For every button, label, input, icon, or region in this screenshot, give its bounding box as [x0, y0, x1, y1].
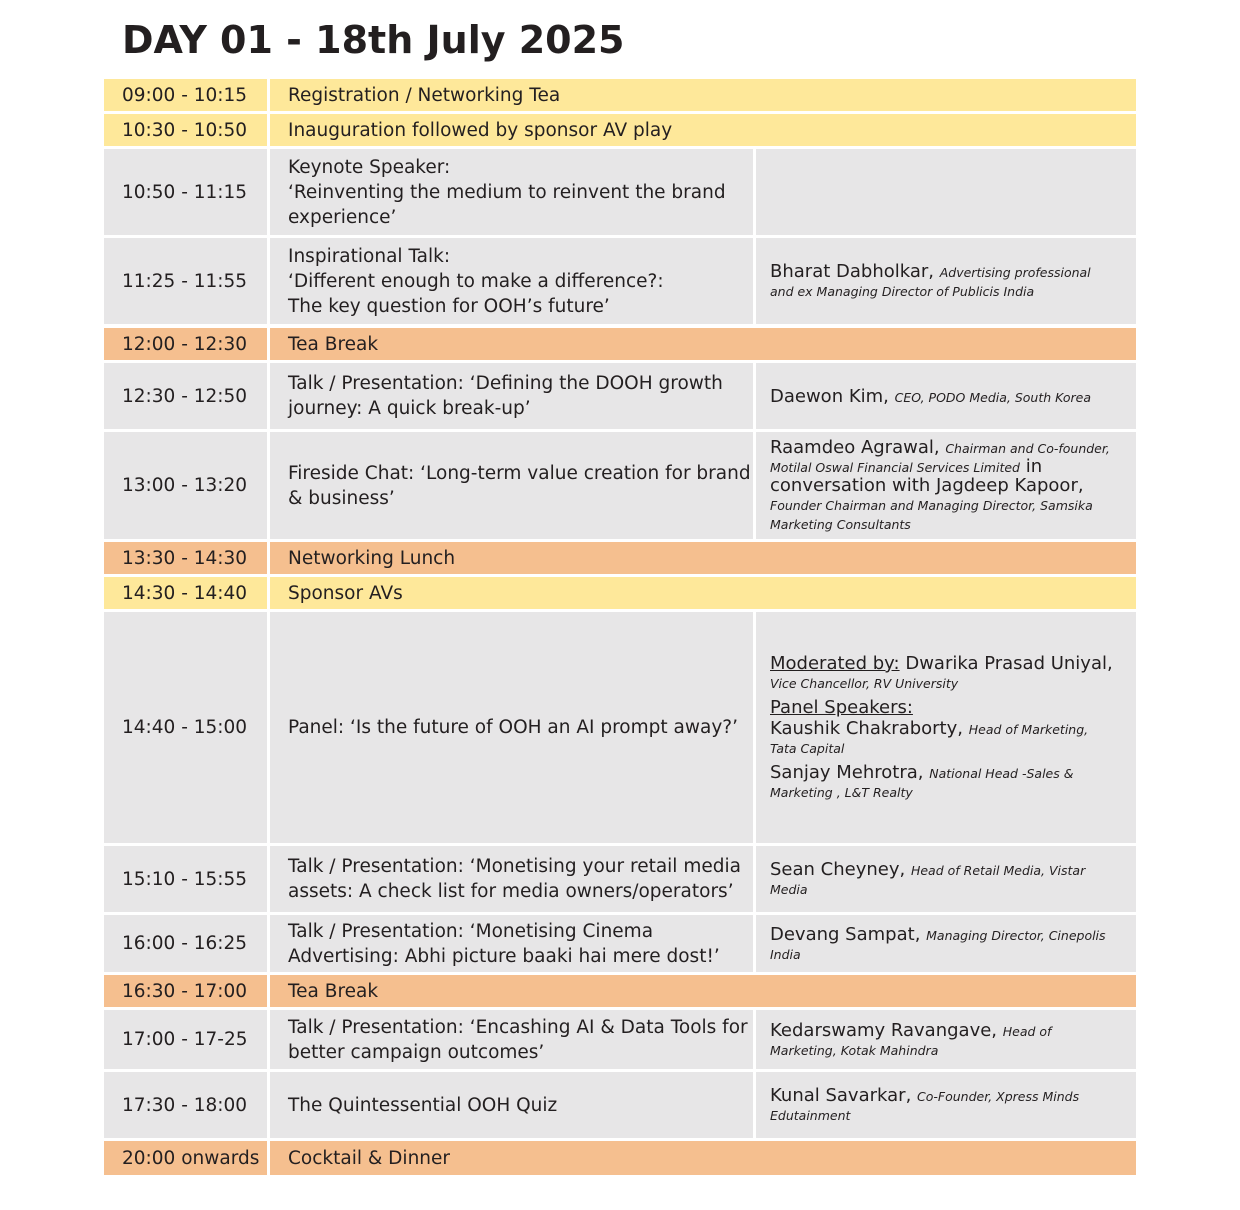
time-slot: 17:30 - 18:00: [122, 1094, 248, 1116]
table-row: [104, 363, 1136, 429]
table-row: [104, 915, 1136, 972]
speaker-role: Chairman and Co-founder, Motilal Oswal Financial Services Limited: [770, 441, 1110, 475]
table-row: [104, 328, 1136, 360]
session-title: The Quintessential OOH Quiz: [288, 1094, 558, 1116]
time-slot: 14:30 - 14:40: [122, 582, 248, 604]
panel-speakers-label: Panel Speakers:: [770, 697, 913, 718]
session-title: Talk / Presentation: ‘Monetising Cinema Advertising: Abhi picture baaki hai mere dost!’: [288, 920, 720, 967]
moderated-label: Moderated by:: [770, 653, 900, 674]
speaker-info: Sean Cheyney, Head of Retail Media, Vistar Media: [770, 859, 1086, 897]
speaker-info: Daewon Kim, CEO, PODO Media, South Korea: [770, 385, 1092, 407]
time-slot: 16:00 - 16:25: [122, 933, 248, 954]
speaker-role: CEO, PODO Media, South Korea: [894, 389, 1092, 405]
speaker-name: Bharat Dabholkar: [770, 261, 929, 282]
session-title: Networking Lunch: [288, 547, 456, 569]
speaker-name: Kaushik Chakraborty: [770, 718, 958, 739]
session-title: Inspirational Talk: ‘Different enough to make a difference?: The key question for OOH’s future’: [288, 245, 664, 317]
conversation-connector: in conversation with: [770, 456, 1043, 496]
time-slot: 10:50 - 11:15: [122, 181, 248, 203]
speaker-name: Sanjay Mehrotra: [770, 762, 918, 783]
table-row: [104, 846, 1136, 912]
speaker-info: Raamdeo Agrawal, Chairman and Co-founder, Motilal Oswal Financial Services Limited in conversation with Jagdeep Kapoor, Founder Chairman and Managing Director, Samsika Marketing Consultants: [770, 437, 1110, 532]
time-slot: 15:10 - 15:55: [122, 868, 248, 890]
session-title: Cocktail & Dinner: [288, 1147, 451, 1169]
session-title: Talk / Presentation: ‘Encashing AI & Data Tools for better campaign outcomes’: [288, 1016, 748, 1063]
speaker-name: Kunal Savarkar: [770, 1085, 906, 1106]
speaker-name: Kedarswamy Ravangave: [770, 1019, 992, 1041]
table-row: [104, 975, 1136, 1007]
session-title: Registration / Networking Tea: [288, 84, 561, 106]
session-title: Talk / Presentation: ‘Monetising your retail media assets: A check list for media owners/operators’: [288, 856, 741, 902]
speaker-role: Vice Chancellor, RV University: [770, 676, 959, 691]
table-row: [104, 238, 1136, 324]
table-row: [104, 1141, 1136, 1175]
speaker-name: Devang Sampat: [770, 923, 915, 945]
speaker-role: Co-Founder, Xpress Minds Edutainment: [770, 1089, 1080, 1123]
time-slot: 16:30 - 17:00: [122, 980, 248, 1002]
session-title: Tea Break: [288, 333, 379, 355]
page-title: DAY 01 - 18th July 2025: [122, 18, 625, 62]
table-row: [104, 542, 1136, 574]
session-title: Keynote Speaker: ‘Reinventing the medium to reinvent the brand experience’: [288, 156, 726, 228]
time-slot: 11:25 - 11:55: [122, 270, 248, 292]
speaker-role: Head of Marketing, Kotak Mahindra: [770, 1023, 1052, 1058]
time-slot: 12:30 - 12:50: [122, 385, 248, 407]
speaker-name: Raamdeo Agrawal: [770, 437, 934, 458]
speaker-role: Managing Director, Cinepolis India: [770, 927, 1106, 962]
panel-info: Moderated by: Dwarika Prasad Uniyal, Vice Chancellor, RV University Panel Speakers: Kaushik Chakraborty, Head of Marketing, Tata Capital Sanjay Mehrotra, National Head -Sales & Marketing , L&T Realty: [770, 653, 1113, 800]
speaker-name: Sean Cheyney: [770, 859, 900, 880]
time-slot: 09:00 - 10:15: [122, 84, 248, 106]
session-title: Fireside Chat: ‘Long-term value creation for brand & business’: [288, 462, 751, 509]
session-title: Panel: ‘Is the future of OOH an AI prompt away?’: [288, 717, 738, 738]
session-title: Tea Break: [288, 980, 379, 1002]
time-slot: 20:00 onwards: [122, 1147, 260, 1169]
speaker-info: Kedarswamy Ravangave, Head of Marketing, Kotak Mahindra: [770, 1019, 1052, 1058]
table-row: [104, 149, 1136, 235]
speaker-name: Jagdeep Kapoor: [935, 475, 1078, 496]
speaker-info: Devang Sampat, Managing Director, Cinepolis India: [770, 923, 1106, 962]
speaker-role: Head of Retail Media, Vistar Media: [770, 863, 1086, 897]
time-slot: 17:00 - 17-25: [122, 1029, 248, 1050]
time-slot: 13:00 - 13:20: [122, 475, 248, 496]
session-title: Talk / Presentation: ‘Defining the DOOH growth journey: A quick break-up’: [288, 373, 723, 419]
table-row: [104, 1072, 1136, 1138]
speaker-role: Head of Marketing, Tata Capital: [770, 722, 1089, 756]
table-row: [104, 79, 1136, 111]
speaker-info: Kunal Savarkar, Co-Founder, Xpress Minds Edutainment: [770, 1085, 1080, 1123]
speaker-info: Bharat Dabholkar, Advertising professional and ex Managing Director of Publicis India: [770, 261, 1091, 299]
speaker-name: Dwarika Prasad Uniyal: [905, 653, 1107, 674]
speaker-cell-empty: [756, 149, 1136, 235]
time-slot: 14:40 - 15:00: [122, 717, 248, 738]
table-row: [104, 432, 1136, 539]
time-slot: 12:00 - 12:30: [122, 333, 248, 355]
table-row: [104, 577, 1136, 609]
speaker-role: National Head -Sales & Marketing , L&T Realty: [770, 766, 1074, 800]
table-row: [104, 612, 1136, 843]
time-slot: 13:30 - 14:30: [122, 547, 248, 569]
speaker-role: Founder Chairman and Managing Director, Samsika Marketing Consultants: [770, 498, 1093, 532]
speaker-name: Daewon Kim: [770, 385, 884, 407]
session-title: Inauguration followed by sponsor AV play: [288, 119, 673, 141]
speaker-role: Advertising professional and ex Managing Director of Publicis India: [770, 265, 1091, 299]
session-title: Sponsor AVs: [288, 582, 403, 604]
time-slot: 10:30 - 10:50: [122, 119, 248, 141]
table-row: [104, 1010, 1136, 1069]
table-row: [104, 114, 1136, 146]
